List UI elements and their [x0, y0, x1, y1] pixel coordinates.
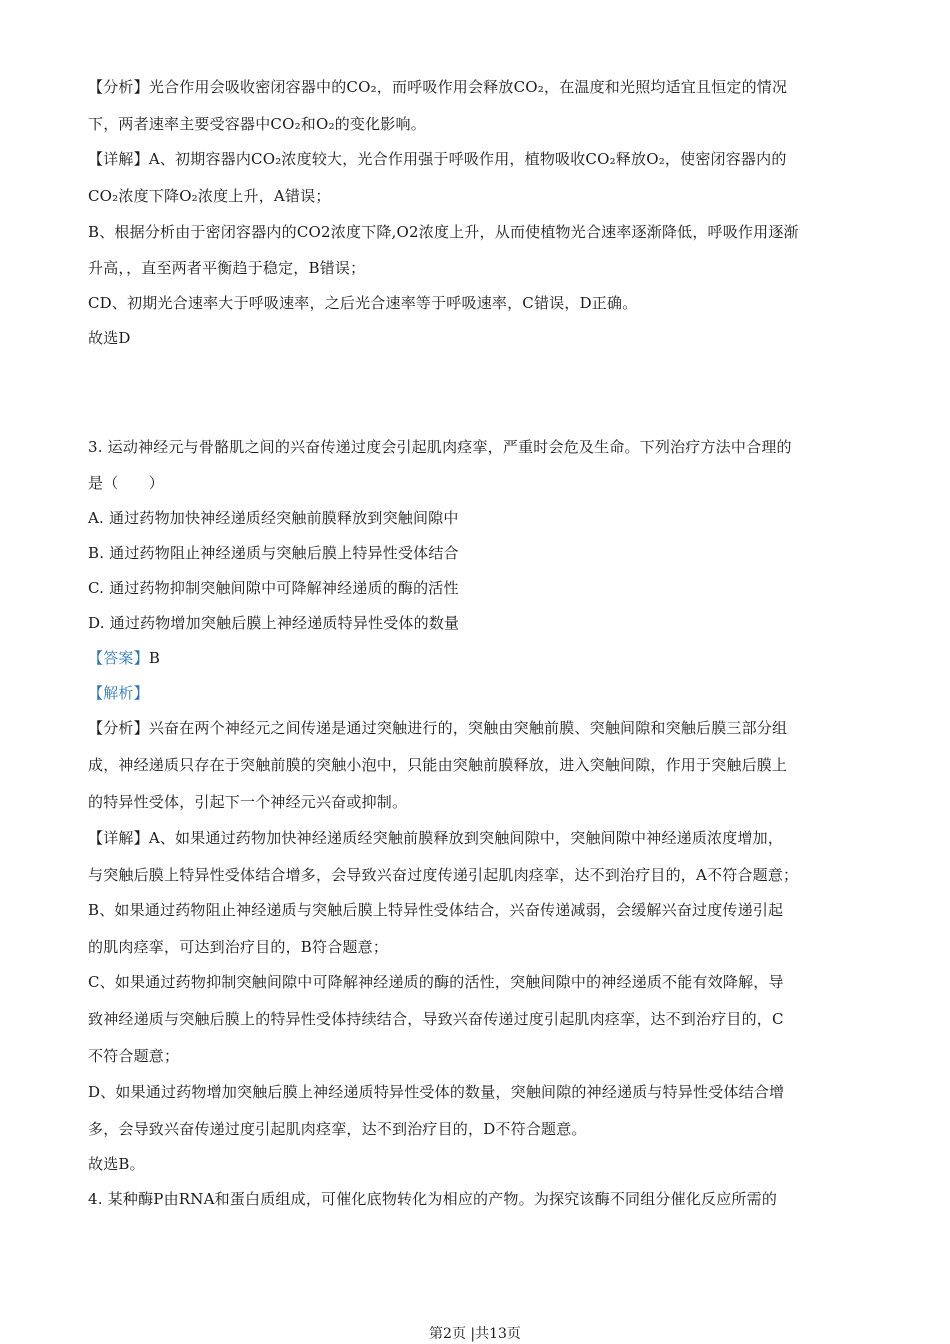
detail-label: 【详解】 — [88, 150, 149, 168]
detail-label: 【详解】 — [88, 829, 149, 847]
q3-detail-line7: 不符合题意； — [88, 1047, 180, 1065]
q3-detail-line1: 【详解】A、如果通过药物加快神经递质经突触前膜释放到突触间隙中，突触间隙中神经递质浓度增加， — [88, 829, 784, 847]
q2-detail-line5: CD、初期光合速率大于呼吸速率，之后光合速率等于呼吸速率，C错误，D正确。 — [88, 294, 638, 312]
q2-detail-line1: 【详解】A、初期容器内CO₂浓度较大，光合作用强于呼吸作用，植物吸收CO₂释放O₂，使密闭容器内的 — [88, 150, 787, 168]
q3-analysis-line3: 的特异性受体，引起下一个神经元兴奋或抑制。 — [88, 793, 408, 811]
q2-analysis-line1: 【分析】光合作用会吸收密闭容器中的CO₂，而呼吸作用会释放CO₂，在温度和光照均适宜且恒定的情况 — [88, 78, 788, 96]
q3-stem-line2: 是（ ） — [88, 474, 165, 492]
q3-detail-line4: 的肌肉痉挛，可达到治疗目的，B符合题意； — [88, 938, 389, 956]
q3-detail-line9: 多，会导致兴奋传递过度引起肌肉痉挛，达不到治疗目的，D不符合题意。 — [88, 1120, 587, 1138]
q3-detail-line2: 与突触后膜上特异性受体结合增多，会导致兴奋过度传递引起肌肉痉挛，达不到治疗目的，A不符合题意； — [88, 866, 799, 884]
answer-label: 【答案】 — [88, 649, 149, 667]
answer-value: B — [148, 649, 161, 667]
q3-option-b: B. 通过药物阻止神经递质与突触后膜上特异性受体结合 — [88, 544, 459, 562]
q2-choice: 故选D — [88, 329, 131, 347]
q2-detail-line2: CO₂浓度下降O₂浓度上升，A错误； — [88, 187, 331, 205]
analysis-label: 【分析】 — [88, 78, 149, 96]
q3-detail-line5: C、如果通过药物抑制突触间隙中可降解神经递质的酶的活性，突触间隙中的神经递质不能有效降解，导 — [88, 973, 784, 991]
q3-option-a: A. 通过药物加快神经递质经突触前膜释放到突触间隙中 — [88, 509, 459, 527]
q3-answer — [88, 648, 160, 668]
page-footer: 第2页 |共13页 — [429, 1326, 521, 1342]
q3-choice: 故选B。 — [88, 1155, 145, 1173]
q3-detail-line3: B、如果通过药物阻止神经递质与突触后膜上特异性受体结合，兴奋传递减弱，会缓解兴奋过度传递引起 — [88, 901, 784, 919]
q3-analysis-line1: 【分析】兴奋在两个神经元之间传递是通过突触进行的，突触由突触前膜、突触间隙和突触后膜三部分组 — [88, 719, 788, 737]
q3-stem-line1: 3. 运动神经元与骨骼肌之间的兴奋传递过度会引起肌肉痉挛，严重时会危及生命。下列治疗方法中合理的 — [88, 438, 792, 456]
q3-detail-line6: 致神经递质与突触后膜上的特异性受体持续结合，导致兴奋传递过度引起肌肉痉挛，达不到治疗目的，C — [88, 1010, 784, 1028]
q3-option-d: D. 通过药物增加突触后膜上神经递质特异性受体的数量 — [88, 614, 460, 632]
q3-explanation-label: 【解析】 — [88, 684, 149, 702]
q2-detail-line3: B、根据分析由于密闭容器内的CO2浓度下降,O2浓度上升，从而使植物光合速率逐渐降低，呼吸作用逐渐 — [88, 223, 799, 241]
analysis-label: 【分析】 — [88, 719, 149, 737]
q3-detail-line8: D、如果通过药物增加突触后膜上神经递质特异性受体的数量，突触间隙的神经递质与特异性受体结合增 — [88, 1083, 785, 1101]
q3-option-c: C. 通过药物抑制突触间隙中可降解神经递质的酶的活性 — [88, 579, 459, 597]
q3-analysis-line2: 成，神经递质只存在于突触前膜的突触小泡中，只能由突触前膜释放，进入突触间隙，作用于突触后膜上 — [88, 756, 788, 774]
q4-stem-line1: 4. 某种酶P由RNA和蛋白质组成，可催化底物转化为相应的产物。为探究该酶不同组分催化反应所需的 — [88, 1190, 778, 1208]
q2-detail-line4: 升高，，直至两者平衡趋于稳定，B错误； — [88, 259, 366, 277]
q2-analysis-line2: 下，两者速率主要受容器中CO₂和O₂的变化影响。 — [88, 115, 426, 133]
